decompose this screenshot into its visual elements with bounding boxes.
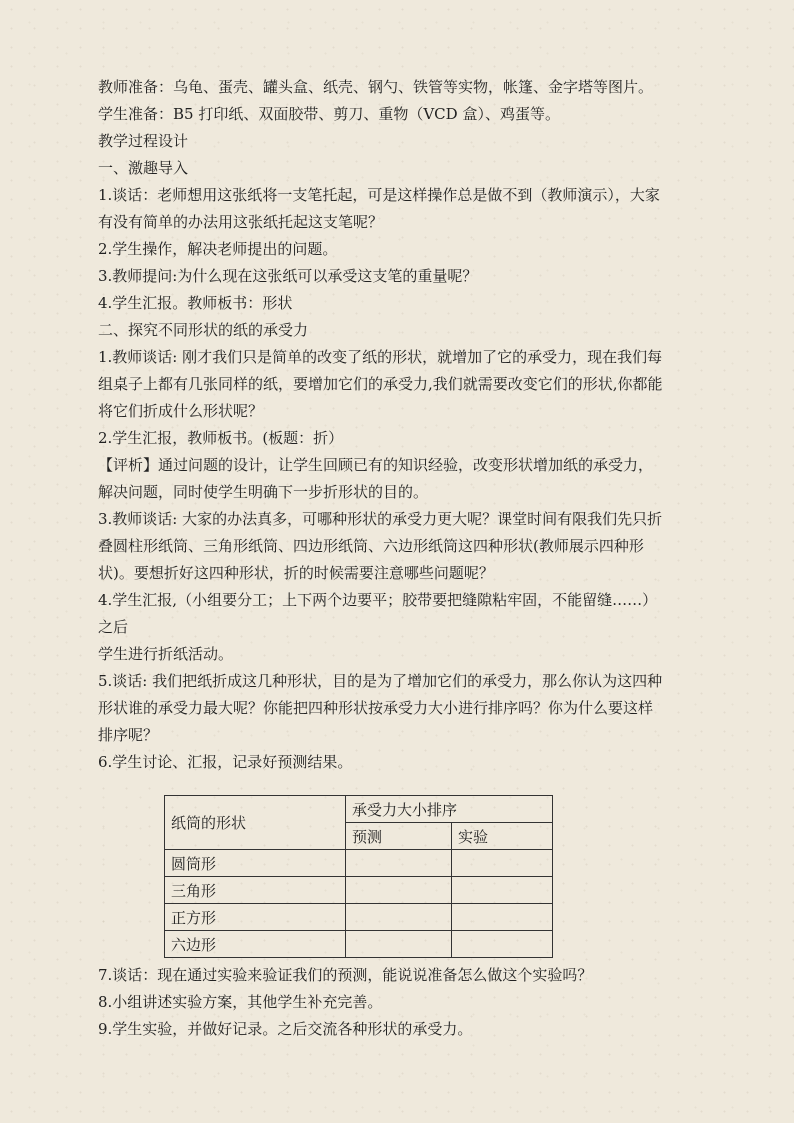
paragraph-line: 将它们折成什么形状呢？ (98, 402, 264, 420)
table-row-label: 圆筒形 (165, 850, 346, 877)
paragraph-line: 之后 (98, 618, 129, 636)
table-row-label: 正方形 (165, 904, 346, 931)
prediction-table (164, 795, 553, 958)
table-header-shape: 纸筒的形状 (165, 796, 346, 850)
paragraph-line: 6.学生讨论、汇报，记录好预测结果。 (98, 753, 353, 771)
paragraph-line: 组桌子上都有几张同样的纸，要增加它们的承受力,我们就需要改变它们的形状,你都能 (98, 375, 663, 393)
paragraph-line: 8.小组讲述实验方案，其他学生补充完善。 (98, 993, 383, 1011)
paragraph-line: 学生进行折纸活动。 (98, 645, 234, 663)
table-cell-empty (452, 877, 553, 904)
table-header-group: 承受力大小排序 (346, 796, 553, 823)
paragraph-line: 2.学生操作，解决老师提出的问题。 (98, 240, 338, 258)
table-row-label: 三角形 (165, 877, 346, 904)
table-cell-empty (346, 850, 452, 877)
document-body-continued (98, 962, 698, 1043)
table-cell-empty (346, 931, 452, 958)
paragraph-line: 形状谁的承受力最大呢？你能把四种形状按承受力大小进行排序吗？你为什么要这样 (98, 699, 654, 717)
table-row (165, 877, 553, 904)
table-row (165, 931, 553, 958)
paragraph-line: 5.谈话: 我们把纸折成这几种形状，目的是为了增加它们的承受力，那么你认为这四种 (98, 672, 663, 690)
table-cell-empty (452, 931, 553, 958)
paragraph-line: 教师准备：乌龟、蛋壳、罐头盒、纸壳、钢勺、铁管等实物，帐篷、金字塔等图片。 (98, 78, 654, 96)
paragraph-line: 叠圆柱形纸筒、三角形纸筒、四边形纸筒、六边形纸筒这四种形状(教师展示四种形 (98, 537, 644, 555)
table-cell-empty (452, 904, 553, 931)
paragraph-line: 9.学生实验，并做好记录。之后交流各种形状的承受力。 (98, 1020, 473, 1038)
paragraph-line: 4.学生汇报,（小组要分工；上下两个边要平；胶带要把缝隙粘牢固，不能留缝……） (98, 591, 658, 609)
document-body (98, 74, 698, 776)
paragraph-line: 2.学生汇报，教师板书。(板题：折） (98, 429, 344, 447)
paragraph-line: 3.教师谈话: 大家的办法真多，可哪种形状的承受力更大呢？课堂时间有限我们先只折 (98, 510, 663, 528)
paragraph-line: 有没有简单的办法用这张纸托起这支笔呢？ (98, 213, 384, 231)
table-cell-empty (346, 904, 452, 931)
paragraph-line: 学生准备：B5 打印纸、双面胶带、剪刀、重物（VCD 盒）、鸡蛋等。 (98, 105, 560, 123)
section-heading: 教学过程设计 (98, 132, 189, 150)
paragraph-line: 3.教师提问:为什么现在这张纸可以承受这支笔的重量呢？ (98, 267, 478, 285)
comment-line: 解决问题，同时使学生明确下一步折形状的目的。 (98, 483, 429, 501)
paragraph-line: 排序呢？ (98, 726, 159, 744)
paragraph-line: 1.谈话：老师想用这张纸将一支笔托起，可是这样操作总是做不到（教师演示），大家 (98, 186, 660, 204)
paragraph-line: 4.学生汇报。教师板书：形状 (98, 294, 293, 312)
table-row-label: 六边形 (165, 931, 346, 958)
paragraph-line: 1.教师谈话: 刚才我们只是简单的改变了纸的形状，就增加了它的承受力，现在我们每 (98, 348, 663, 366)
paragraph-line: 状)。要想折好这四种形状，折的时候需要注意哪些问题呢？ (98, 564, 494, 582)
section-heading: 一、激趣导入 (98, 159, 189, 177)
comment-line: 【评析】通过问题的设计，让学生回顾已有的知识经验，改变形状增加纸的承受力， (98, 456, 654, 474)
table-header-prediction: 预测 (346, 823, 452, 850)
table-row (165, 850, 553, 877)
table-cell-empty (452, 850, 553, 877)
table-header-experiment: 实验 (452, 823, 553, 850)
table-row (165, 904, 553, 931)
section-heading: 二、探究不同形状的纸的承受力 (98, 321, 309, 339)
paragraph-line: 7.谈话：现在通过实验来验证我们的预测，能说说准备怎么做这个实验吗？ (98, 966, 593, 984)
table-cell-empty (346, 877, 452, 904)
